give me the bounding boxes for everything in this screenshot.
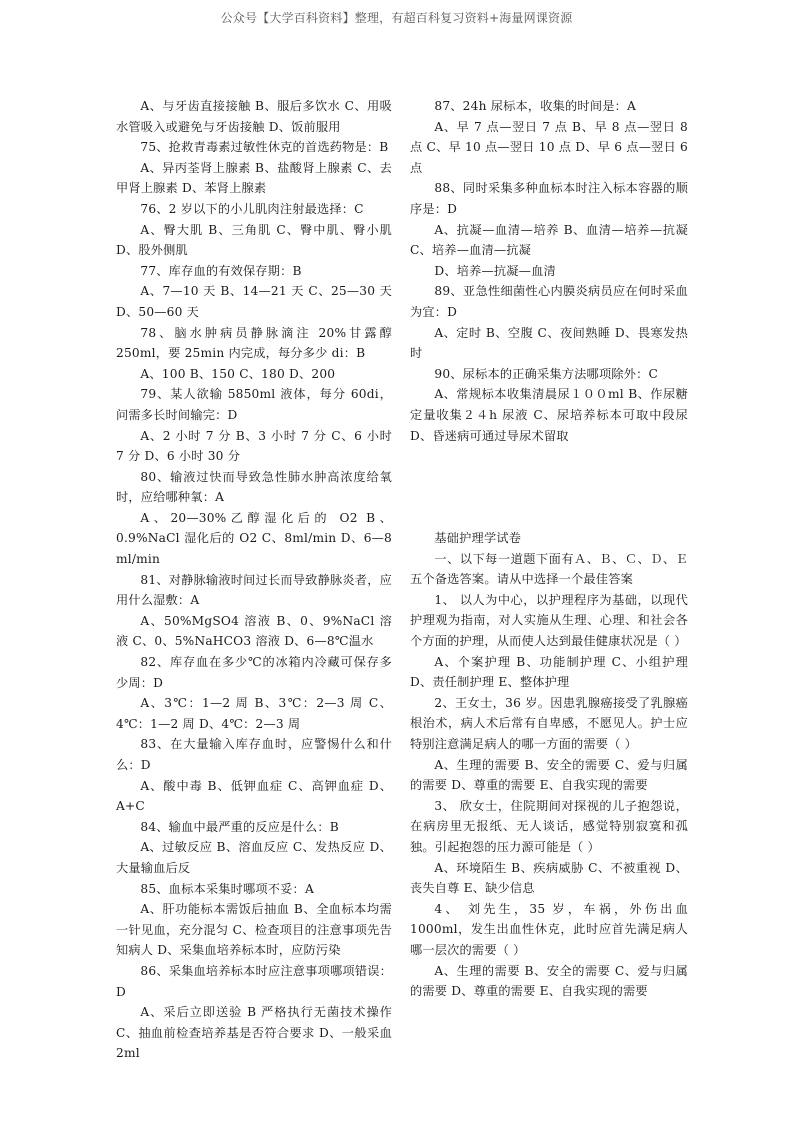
- answer-options-85: A、肝功能标本需饭后抽血 B、全血标本均需一针见血，充分混匀 C、检查项目的注意事项先告知病人 D、采集血培养标本时，应防污染: [116, 902, 392, 958]
- answer-options-83: A、酸中毒 B、低钾血症 C、高钾血症 D、A+C: [116, 778, 392, 814]
- exam-instructions: 一、以下每一道题下面有Ａ、Ｂ、Ｃ、Ｄ、Ｅ五个备选答案。请从中选择一个最佳答案: [410, 551, 688, 587]
- question-88: 88、同时采集多种血标本时注入标本容器的顺序是：D: [410, 181, 688, 216]
- question-79: 79、某人欲输 5850ml 液体，每分 60di，问需多长时间输完：D: [116, 387, 392, 422]
- question-81: 81、对静脉输液时间过长而导致静脉炎者，应用什么湿敷：A: [116, 572, 392, 608]
- right-column: [410, 96, 688, 1002]
- page-header: 公众号【大学百科资料】整理，有超百科复习资料+海量网课资源: [220, 11, 573, 25]
- answer-options-84: A、过敏反应 B、溶血反应 C、发热反应 D、大量输血后反: [116, 840, 392, 875]
- answer-options-79: A、2 小时 7 分 B、3 小时 7 分 C、6 小时 7 分 D、6 小时 30 分: [116, 428, 392, 464]
- question-89: 89、亚急性细菌性心内膜炎病员应在何时采血为宜：D: [410, 284, 688, 319]
- exam-answer-options-2: A、生理的需要 B、安全的需要 C、爱与归属的需要 D、尊重的需要 E、自我实现的需要: [410, 757, 688, 793]
- question-86: 86、采集血培养标本时应注意事项哪项错误：D: [116, 963, 392, 999]
- left-column: [116, 96, 392, 1064]
- answer-options-88-d: D、培养—抗凝—血清: [434, 263, 556, 278]
- exam-question-2: 2、王女士，36 岁。因患乳腺癌接受了乳腺癌根治术，病人术后常有自卑感，不愿见人。护士应特别注意满足病人的哪一方面的需要（ ）: [410, 695, 688, 752]
- answer-options-76: A、臀大肌 B、三角肌 C、臀中肌、臀小肌 D、股外侧肌: [116, 222, 392, 258]
- question-76: 76、2 岁以下的小儿肌肉注射最选择：C: [140, 201, 364, 216]
- answer-options-78: A、100 B、150 C、180 D、200: [140, 366, 336, 381]
- answer-options-74: A、与牙齿直接接触 B、服后多饮水 C、用吸水管吸入或避免与牙齿接触 D、饭前服用: [116, 99, 392, 134]
- question-77: 77、库存血的有效保存期：B: [140, 263, 302, 278]
- question-84: 84、输血中最严重的反应是什么：B: [140, 819, 339, 834]
- exam-answer-options-1: A、个案护理 B、功能制护理 C、小组护理 D、责任制护理 E、整体护理: [410, 654, 688, 690]
- question-75: 75、抢救青毒素过敏性休克的首选药物是：B: [140, 140, 389, 155]
- question-82: 82、库存血在多少℃的冰箱内冷藏可保存多少周：D: [116, 655, 392, 690]
- question-90: 90、尿标本的正确采集方法哪项除外：C: [434, 366, 659, 381]
- exam-question-1: 1、 以人为中心，以护理程序为基础，以现代护理观为指南，对人实施从生理、心理、和社会各个方面的护理，从而使人达到最佳健康状况是（ ）: [410, 592, 688, 649]
- exam-answer-options-3: A、环境陌生 B、疾病威胁 C、不被重视 D、丧失自尊 E、缺少信息: [410, 860, 688, 896]
- answer-options-77: A、7—10 天 B、14—21 天 C、25—30 天 D、50—60 天: [116, 284, 392, 319]
- exam-title: 基础护理学试卷: [434, 531, 522, 546]
- answer-options-81: A、50%MgSO4 溶液 B、0、9%NaCl 溶液 C、0、5%NaHCO3 溶液 D、6—8℃温水: [116, 613, 392, 649]
- exam-answer-options-4: A、生理的需要 B、安全的需要 C、爱与归属的需要 D、尊重的需要 E、自我实现的需要: [410, 963, 688, 999]
- answer-options-88: A、抗凝—血清—培养 B、血清—培养—抗凝 C、培养—血清—抗凝: [410, 222, 688, 258]
- answer-options-82: A、3℃：1—2 周 B、3℃：2—3 周 C、4℃：1—2 周 D、4℃：2—3 周: [116, 696, 392, 731]
- question-87: 87、24h 尿标本，收集的时间是：A: [434, 99, 636, 113]
- answer-options-80: A、20—30%乙醇湿化后的 O2 B、0.9%NaCl 湿化后的 O2 C、8ml/min D、6—8 ml/min: [116, 510, 392, 567]
- answer-options-89: A、定时 B、空腹 C、夜间熟睡 D、畏寒发热时: [410, 325, 688, 361]
- exam-question-3: 3、 欣女士，住院期间对探视的儿子抱怨说，在病房里无报纸、无人谈话，感觉特别寂寞和孤独。引起抱怨的压力源可能是（ ）: [410, 798, 688, 854]
- answer-options-75: A、异丙荃肾上腺素 B、盐酸肾上腺素 C、去甲肾上腺素 D、苯肾上腺素: [116, 160, 392, 196]
- question-85: 85、血标本采集时哪项不妥：A: [140, 881, 314, 896]
- exam-question-4: 4、 刘先生，35 岁，车祸，外伤出血 1000ml，发生出血性休克，此时应首先满足病人哪一层次的需要（ ）: [410, 901, 688, 957]
- question-78: 78、脑水肿病员静脉滴注 20%甘露醇 250ml，要 25min 内完成，每分多少 di：B: [116, 325, 392, 361]
- answer-options-87: A、早 7 点—翌日 7 点 B、早 8 点—翌日 8 点 C、早 10 点—翌日 10 点 D、早 6 点—翌日 6 点: [410, 119, 688, 175]
- answer-options-90: A、常规标本收集清晨尿１００ml B、作尿糖定量收集２４h 尿液 C、尿培养标本可取中段尿 D、昏迷病可通过导尿术留取: [410, 387, 688, 443]
- question-80: 80、输液过快而导致急性肺水肿高浓度给氧时，应给哪种氧：A: [116, 469, 392, 505]
- question-83: 83、在大量输入库存血时，应警惕什么和什么：D: [116, 737, 392, 772]
- answer-options-86: A、采后立即送验 B 严格执行无菌技术操作 C、抽血前检查培养基是否符合要求 D、一般采血 2ml: [116, 1005, 392, 1061]
